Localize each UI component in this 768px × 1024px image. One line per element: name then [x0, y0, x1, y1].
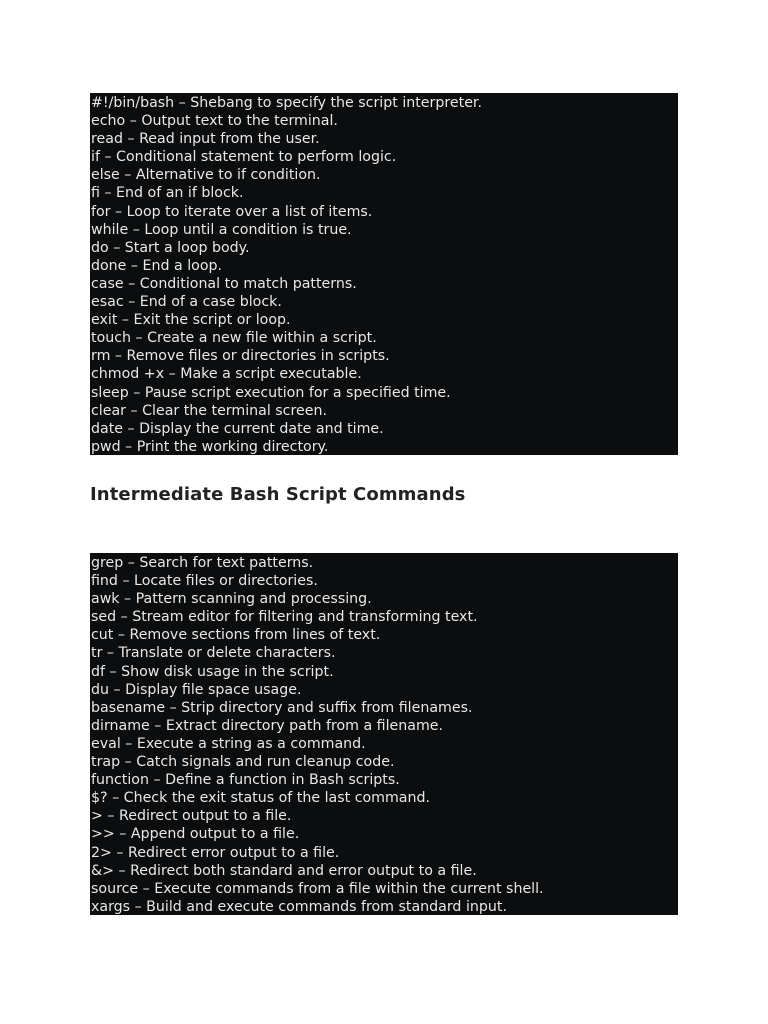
- command-line: exit – Exit the script or loop.: [91, 312, 291, 329]
- command-line: read – Read input from the user.: [91, 131, 320, 148]
- command-line: for – Loop to iterate over a list of items.: [91, 203, 373, 220]
- command-line: touch – Create a new file within a script.: [91, 330, 377, 347]
- intermediate-section-heading: Intermediate Bash Script Commands: [90, 484, 466, 505]
- command-line: basename – Strip directory and suffix from filenames.: [91, 699, 473, 716]
- command-line: do – Start a loop body.: [91, 239, 250, 256]
- command-line: $? – Check the exit status of the last command.: [91, 790, 431, 807]
- command-line: source – Execute commands from a file within the current shell.: [91, 880, 544, 897]
- command-line: echo – Output text to the terminal.: [91, 113, 338, 130]
- command-line: fi – End of an if block.: [91, 185, 244, 202]
- command-line: rm – Remove files or directories in scripts.: [91, 348, 390, 365]
- basic-commands-block: [90, 93, 678, 455]
- command-line: dirname – Extract directory path from a filename.: [91, 717, 444, 734]
- command-line: cut – Remove sections from lines of text.: [91, 627, 381, 644]
- command-line: function – Define a function in Bash scripts.: [91, 772, 400, 789]
- command-line: pwd – Print the working directory.: [91, 438, 329, 455]
- command-line: awk – Pattern scanning and processing.: [91, 591, 372, 608]
- command-line: xargs – Build and execute commands from standard input.: [91, 898, 507, 915]
- command-line: find – Locate files or directories.: [91, 573, 318, 590]
- command-line: > – Redirect output to a file.: [91, 808, 292, 825]
- command-line: esac – End of a case block.: [91, 294, 282, 311]
- command-line: &> – Redirect both standard and error output to a file.: [91, 862, 477, 879]
- command-line: du – Display file space usage.: [91, 681, 302, 698]
- command-line: if – Conditional statement to perform logic.: [91, 149, 397, 166]
- command-line: #!/bin/bash – Shebang to specify the script interpreter.: [91, 95, 482, 111]
- intermediate-commands-block: [90, 553, 678, 915]
- command-line: eval – Execute a string as a command.: [91, 735, 366, 752]
- command-line: sed – Stream editor for filtering and transforming text.: [91, 609, 478, 626]
- command-line: trap – Catch signals and run cleanup code.: [91, 754, 395, 771]
- command-line: date – Display the current date and time.: [91, 420, 384, 437]
- command-line: while – Loop until a condition is true.: [91, 221, 352, 238]
- command-line: sleep – Pause script execution for a specified time.: [91, 384, 451, 401]
- command-line: chmod +x – Make a script executable.: [91, 366, 362, 383]
- command-line: else – Alternative to if condition.: [91, 167, 321, 184]
- command-line: case – Conditional to match patterns.: [91, 275, 357, 292]
- command-line: clear – Clear the terminal screen.: [91, 402, 327, 419]
- command-line: grep – Search for text patterns.: [91, 555, 314, 571]
- command-line: 2> – Redirect error output to a file.: [91, 844, 340, 861]
- command-line: >> – Append output to a file.: [91, 826, 300, 843]
- command-line: tr – Translate or delete characters.: [91, 645, 336, 662]
- command-line: df – Show disk usage in the script.: [91, 663, 334, 680]
- command-line: done – End a loop.: [91, 257, 223, 274]
